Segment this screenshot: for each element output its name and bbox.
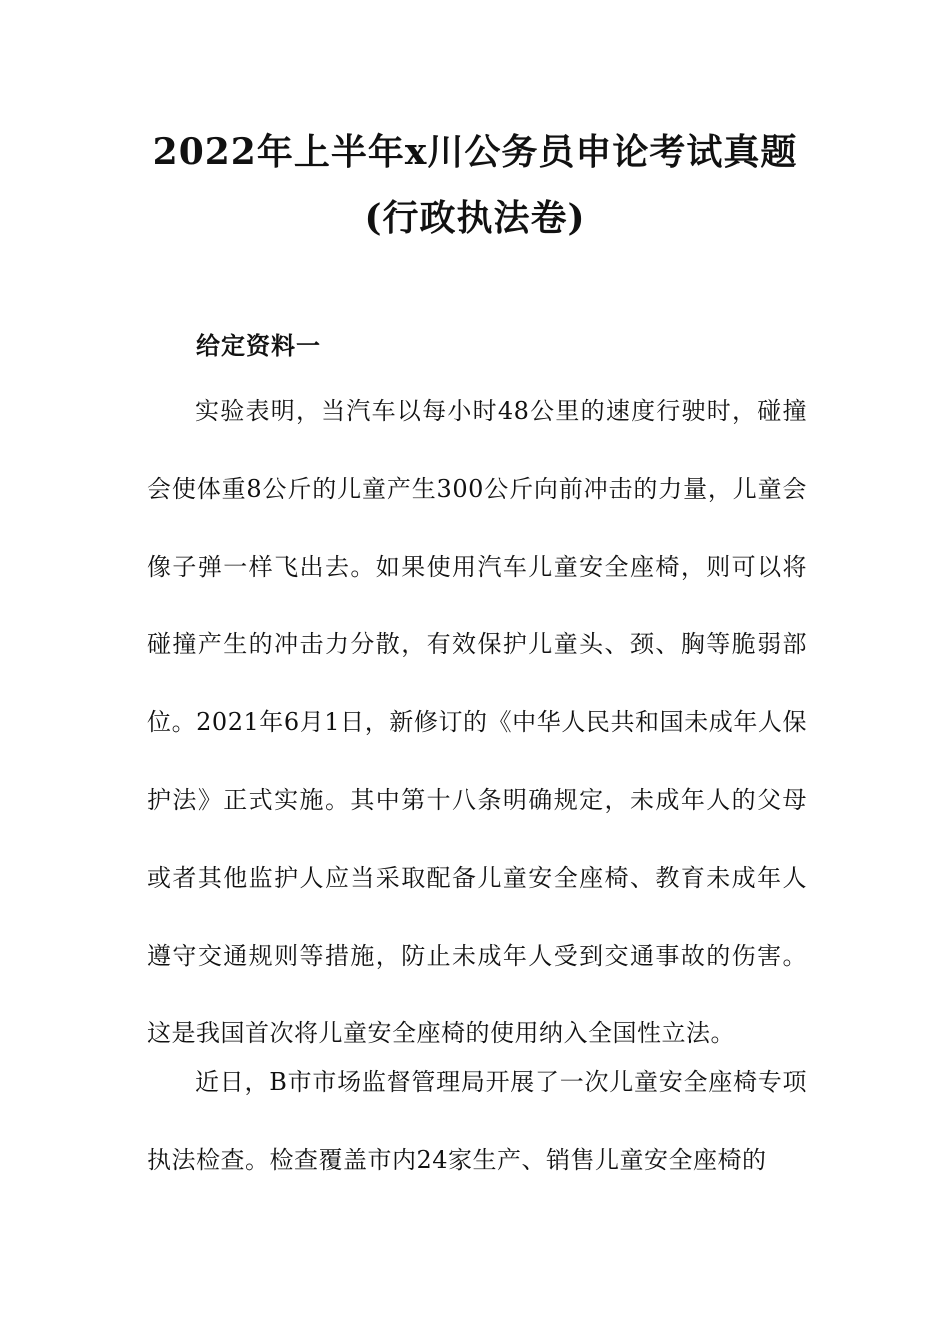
section-heading: 给定资料一 xyxy=(196,331,321,360)
paragraph-1: 实验表明，当汽车以每小时48公里的速度行驶时，碰撞会使体重8公斤的儿童产生300公斤向前冲击的力量，儿童会像子弹一样飞出去。如果使用汽车儿童安全座椅，则可以将碰撞产生的冲击力分散，有效保护儿童头、颈、胸等脆弱部位。2021年6月1日，新修订的《中华人民共和国未成年人保护法》正式实施。其中第十八条明确规定，未成年人的父母或者其他监护人应当采取配备儿童安全座椅、教育未成年人遵守交通规则等措施，防止未成年人受到交通事故的伤害。这是我国首次将儿童安全座椅的使用纳入全国性立法。 xyxy=(147,397,807,1048)
document-subtitle: (行政执法卷) xyxy=(364,197,586,239)
document-title: 2022年上半年x川公务员申论考试真题 xyxy=(152,131,798,173)
paragraph-2: 近日，B市市场监督管理局开展了一次儿童安全座椅专项执法检查。检查覆盖市内24家生产、销售儿童安全座椅的 xyxy=(147,1068,807,1174)
